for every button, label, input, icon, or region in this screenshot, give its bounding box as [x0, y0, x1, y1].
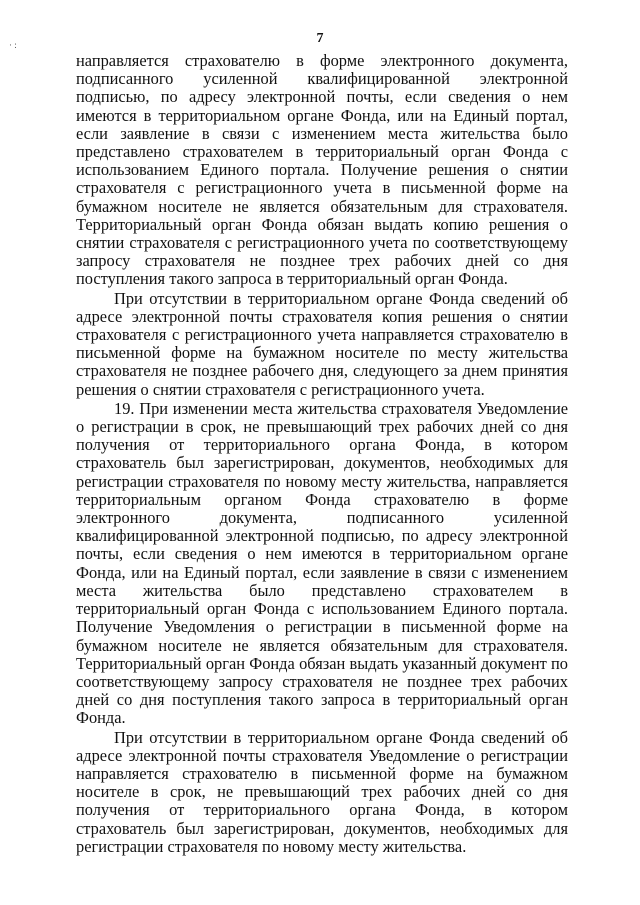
page-number: 7: [316, 31, 324, 46]
paragraph-item-19: 19. При изменении места жительства страхователя Уведомление о регистрации в срок, не превышающий трех рабочих дней со дня получения от территориального органа Фонда, в котором страхователь был зарегистрирован, документов, необходимых для регистрации страхователя по новому месту жительства, направляется территориальным органом Фонда страхователю в форме электронного документа, подписанного усиленной квалифицированной электронной подписью, по адресу электронной почты, если сведения о нем имеются в территориальном органе Фонда, или на Единый портал, если заявление в связи с изменением места жительства было представлено страхователем в территориальный орган Фонда с использованием Единого портала. Получение Уведомления о регистрации в письменной форме на бумажном носителе не является обязательным для страхователя. Территориальный орган Фонда обязан выдать указанный документ по соответствующему запросу страхователя не позднее трех рабочих дней со дня поступления такого запроса в территориальный орган Фонда.: [76, 398, 568, 728]
paragraph-no-email-decision: При отсутствии в территориальном органе Фонда сведений об адресе электронной почты страхователя копия решения о снятии страхователя с регистрационного учета направляется страхователю в письменной форме на бумажном носителе по месту жительства страхователя не позднее рабочего дня, следующего за днем принятия решения о снятии страхователя с регистрационного учета.: [76, 288, 568, 399]
paragraph-no-email-notification: При отсутствии в территориальном органе Фонда сведений об адресе электронной почты страхователя Уведомление о регистрации направляется страхователю в письменной форме на бумажном носителе в срок, не превышающий трех рабочих дней со дня получения от территориального органа Фонда, в котором страхователь был зарегистрирован, документов, необходимых для регистрации страхователя по новому месту жительства.: [76, 727, 568, 856]
paragraph-continued: направляется страхователю в форме электронного документа, подписанного усиленной квалифицированной электронной подписью, по адресу электронной почты, если сведения о нем имеются в территориальном органе Фонда, или на Единый портал, если заявление в связи с изменением места жительства было представлено страхователем в территориальный орган Фонда с использованием Единого портала. Получение решения о снятии страхователя с регистрационного учета в письменной форме на бумажном носителе не является обязательным для страхователя. Территориальный орган Фонда обязан выдать копию решения о снятии страхователя с регистрационного учета по соответствующему запросу страхователя не позднее трех рабочих дней со дня поступления такого запроса в территориальный орган Фонда.: [76, 51, 568, 289]
document-body: [76, 52, 568, 856]
margin-scan-marks: · :: [9, 40, 17, 50]
